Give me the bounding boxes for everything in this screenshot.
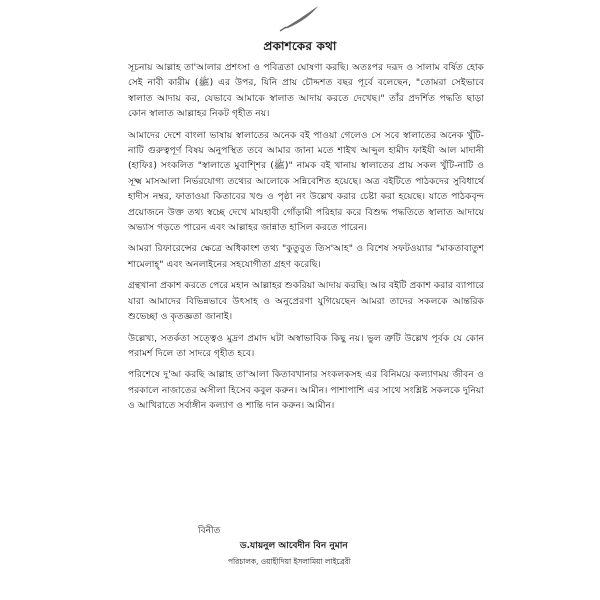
author-designation: পরিচালক, ওয়াহীদিয়া ইসলামিয়া লাইব্রেরী xyxy=(228,557,351,566)
paragraph-errata: উল্লেখ্য, সতর্কতা সত্ত্বেও মুদ্রণ প্রমাদ ঘটা অস্বাভাবিক কিছু নয়। ভুল ত্রুটি উল্লেখ পূর্বক যে কোন পরামর্শ দিলে তা সাদরে গৃহীত হবে। xyxy=(128,332,484,359)
paragraph-references: আমরা রিফারেন্সের ক্ষেত্রে অধিকাংশ তথ্য "কুতুবুত তিস'আহ" ও বিশেষ সফটওয়্যার "মাকতাবাতুশ শামেলাহ্" এবং অনলাইনের সহযোগীতা গ্রহণ করেছি। xyxy=(128,243,484,270)
paragraph-intro: সূচনায় আল্লাহ তা'আলার প্রশংসা ও পবিত্রতা ঘোষণা করছি। অতঃপর দরূদ ও সালাম বর্ষিত হোক সেই নাবী কারীম (ﷺ) এর উপর, যিনি প্রায় চৌদ্দশত বছর পূর্বে বলেছেন, "তোমরা সেইভাবে স্বালাত আদায় কর, যেভাবে আমাকে স্বালাত আদায় করতে দেখেছ।" তাঁর প্রদর্শিত পদ্ধতি ছাড়া কোন স্বালাত আল্লাহর নিকট গৃহীত নয়। xyxy=(128,62,485,120)
paragraph-book-description: আমাদের দেশে বাংলা ভাষায় স্বালাতের অনেক বই পাওয়া গেলেও সে সবে স্বালাতের অনেক খুঁটি-নাটি গুরুত্বপূর্ণ বিষয় অনুপস্থিত তবে আমার জানা মতে শাইখ আব্দুল হামীদ ফাইযী আল মাদানী (হাফিঃ) সংকলিত "স্বালাতে মুবাশ্শির (ﷺ)" নামক বই খানায় স্বালাতের প্রায় সকল খুঁটি-নাটি ও সূক্ষ্ম মাসআলা নির্ভরযোগ্য তথ্যের আলোকে সন্নিবেশিত হয়েছে। অত্র বইটিতে পাঠকদের সুবিধার্থে হাদীস নম্বর, ফাতাওয়া কিতাবের খণ্ড ও পৃষ্ঠা নং উল্লেখ করার চেষ্টা করা হয়েছে। যাতে পাঠকবৃন্দ প্রয়োজনে উক্ত তথ্য স্বচ্ছে দেখে মাযহাবী গোঁড়ামী পরিহার করে বিশুদ্ধ পদ্ধতিতে স্বালাত আদায়ে অভ্যাস গড়তে পারেন এবং আল্লাহর জান্নাত হাসিল করতে পারেন। xyxy=(128,129,484,234)
publisher-note-body xyxy=(128,60,484,420)
quill-pen-icon xyxy=(276,4,324,32)
paragraph-gratitude: গ্রন্থখানা প্রকাশ করতে পেরে মহান আল্লাহর শুকরিয়া আদায় করছি। আর বইটি প্রকাশ করার ব্যাপারে যারা আমাদের বিভিন্নভাবে উৎসাহ ও অনুপ্রেরণা যুগিয়েছেন আমরা তাদের সকলকে আন্তরিক শুভেচ্ছা ও কৃতজ্ঞতা জানাই। xyxy=(128,280,484,323)
signature-block xyxy=(198,524,498,569)
author-name: ড.যায়নুল আবেদীন বিন নুমান xyxy=(240,541,348,551)
page-title: প্রকাশকের কথা xyxy=(263,39,337,53)
closing-salutation: বিনীত xyxy=(198,526,221,536)
paragraph-prayer: পরিশেষে দু'আ করছি আল্লাহ তা'আলা কিতাবখানার সংকলকসহ এর বিনিময়ে কল্যাণময় জীবন ও পরকালে নাজাতের অসীলা হিসেব কবুল করুন। আমীন। পাশাপাশি এর সাথে সংশ্লিষ্ট সকলকে দুনিয়া ও আখিরাতে সর্বাঙ্গীন কল্যাণ ও শান্তি দান করুন। আমীন। xyxy=(128,369,485,412)
